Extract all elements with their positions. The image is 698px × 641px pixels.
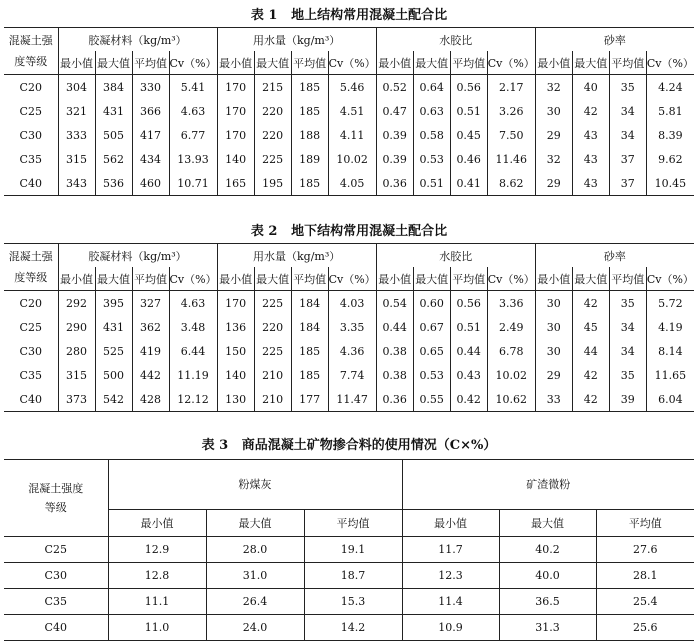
subheader-cell: 平均值	[291, 51, 328, 75]
table2-body	[4, 291, 694, 412]
value-cell: 4.24	[658, 80, 683, 94]
value-cell: 525	[95, 339, 132, 363]
value-cell: 30	[535, 339, 572, 363]
value-cell: 30	[535, 291, 572, 316]
value-cell: 0.51	[450, 315, 487, 339]
subheader-cell: 平均值	[609, 267, 646, 291]
group-header-fly-ash: 粉煤灰	[108, 460, 402, 510]
value-cell: 0.51	[413, 171, 450, 196]
value-cell: 0.38	[376, 363, 413, 387]
table-row	[4, 171, 694, 196]
subheader-cell: 最大值	[206, 509, 304, 536]
subheader-cell: 最小值	[535, 51, 572, 75]
value-cell: 12.12	[169, 387, 217, 412]
table1-subheader-row	[4, 51, 694, 75]
value-cell: 11.0	[108, 615, 206, 641]
value-cell: 434	[132, 147, 169, 171]
group-header-sand-ratio: 砂率	[603, 249, 626, 263]
value-cell: 2.17	[487, 75, 535, 100]
grade-header-line2: 度等级	[14, 271, 48, 284]
value-cell: 0.46	[450, 147, 487, 171]
value-cell: 10.02	[487, 363, 535, 387]
value-cell: 442	[132, 363, 169, 387]
subheader-cell: 最小值	[108, 509, 206, 536]
grade-header-line2: 等级	[44, 501, 67, 514]
subheader-cell: 最大值	[95, 267, 132, 291]
value-cell: 29	[535, 363, 572, 387]
value-cell: 210	[254, 363, 291, 387]
subheader-cell: Cv（%）	[646, 56, 694, 70]
value-cell: 5.41	[169, 75, 217, 100]
value-cell: 9.62	[658, 152, 683, 166]
subheader-cell: 最小值	[376, 51, 413, 75]
value-cell: 0.36	[376, 171, 413, 196]
value-cell: 0.53	[413, 363, 450, 387]
value-cell: 0.44	[450, 339, 487, 363]
value-cell: 15.3	[304, 589, 402, 615]
value-cell: 290	[58, 315, 95, 339]
value-cell: 4.03	[328, 291, 376, 316]
value-cell: 40	[572, 75, 609, 100]
value-cell: 3.48	[169, 315, 217, 339]
value-cell: 140	[217, 147, 254, 171]
value-cell: 384	[95, 75, 132, 100]
table-row	[4, 589, 694, 615]
value-cell: 6.78	[487, 339, 535, 363]
table3-caption-title: 商品混凝土矿物掺合料的使用情况（C×%）	[241, 438, 497, 453]
value-cell: 3.26	[487, 99, 535, 123]
table-row	[4, 315, 694, 339]
value-cell: 315	[58, 363, 95, 387]
value-cell: 0.58	[413, 123, 450, 147]
value-cell: 14.2	[304, 615, 402, 641]
value-cell: 12.9	[108, 537, 206, 563]
table1-caption-number: 表 1	[250, 8, 278, 23]
value-cell: 150	[217, 339, 254, 363]
value-cell: 184	[291, 291, 328, 316]
value-cell: 536	[95, 171, 132, 196]
value-cell: 130	[217, 387, 254, 412]
value-cell: 460	[132, 171, 169, 196]
value-cell: 373	[58, 387, 95, 412]
value-cell: 39	[609, 387, 646, 412]
subheader-cell: Cv（%）	[487, 267, 535, 291]
value-cell: 431	[95, 315, 132, 339]
table2-caption-title: 地下结构常用混凝土配合比	[291, 224, 448, 239]
value-cell: 170	[217, 75, 254, 100]
value-cell: 136	[217, 315, 254, 339]
value-cell: 11.7	[402, 537, 499, 563]
subheader-cell: Cv（%）	[169, 267, 217, 291]
value-cell: 177	[291, 387, 328, 412]
grade-cell: C40	[4, 615, 108, 641]
value-cell: 225	[254, 291, 291, 316]
table-row	[4, 563, 694, 589]
subheader-cell: 最小值	[217, 267, 254, 291]
subheader-cell: 最大值	[413, 267, 450, 291]
value-cell: 3.35	[328, 315, 376, 339]
value-cell: 42	[572, 99, 609, 123]
value-cell: 10.9	[402, 615, 499, 641]
value-cell: 170	[217, 99, 254, 123]
table1-caption	[0, 4, 698, 23]
table3	[4, 459, 694, 641]
value-cell: 32	[535, 147, 572, 171]
value-cell: 25.4	[633, 595, 658, 608]
value-cell: 542	[95, 387, 132, 412]
value-cell: 185	[291, 339, 328, 363]
value-cell: 0.60	[413, 291, 450, 316]
table-row	[4, 99, 694, 123]
value-cell: 43	[572, 147, 609, 171]
group-header-sand-ratio: 砂率	[603, 33, 626, 47]
value-cell: 220	[254, 99, 291, 123]
value-cell: 44	[572, 339, 609, 363]
table-row	[4, 363, 694, 387]
value-cell: 31.0	[206, 563, 304, 589]
value-cell: 11.47	[328, 387, 376, 412]
value-cell: 170	[217, 123, 254, 147]
subheader-cell: Cv（%）	[169, 51, 217, 75]
value-cell: 34	[609, 99, 646, 123]
value-cell: 34	[609, 315, 646, 339]
value-cell: 0.38	[376, 339, 413, 363]
subheader-cell: 最大值	[572, 267, 609, 291]
subheader-cell: 最大值	[499, 509, 596, 536]
value-cell: 431	[95, 99, 132, 123]
value-cell: 0.56	[450, 291, 487, 316]
value-cell: 500	[95, 363, 132, 387]
value-cell: 33	[535, 387, 572, 412]
value-cell: 0.47	[376, 99, 413, 123]
table-row	[4, 387, 694, 412]
subheader-cell: 平均值	[450, 51, 487, 75]
table-row	[4, 291, 694, 316]
value-cell: 7.74	[328, 363, 376, 387]
value-cell: 225	[254, 147, 291, 171]
value-cell: 333	[58, 123, 95, 147]
value-cell: 0.67	[413, 315, 450, 339]
subheader-cell: 平均值	[304, 509, 402, 536]
value-cell: 220	[254, 123, 291, 147]
value-cell: 4.63	[169, 99, 217, 123]
value-cell: 43	[572, 171, 609, 196]
value-cell: 43	[572, 123, 609, 147]
value-cell: 330	[132, 75, 169, 100]
value-cell: 0.65	[413, 339, 450, 363]
value-cell: 6.44	[169, 339, 217, 363]
subheader-cell: 最小值	[402, 509, 499, 536]
table1	[4, 27, 694, 196]
table3-subheader-row	[4, 509, 694, 536]
value-cell: 5.46	[328, 75, 376, 100]
group-header-water: 用水量（kg/m³）	[217, 28, 376, 52]
grade-header-line2: 度等级	[14, 55, 48, 68]
value-cell: 40.2	[499, 537, 596, 563]
grade-cell: C40	[4, 171, 58, 196]
grade-cell: C35	[4, 589, 108, 615]
value-cell: 32	[535, 75, 572, 100]
table-row	[4, 147, 694, 171]
value-cell: 18.7	[304, 563, 402, 589]
value-cell: 34	[609, 123, 646, 147]
value-cell: 0.54	[376, 291, 413, 316]
table3-body	[4, 537, 694, 641]
grade-cell: C25	[4, 315, 58, 339]
subheader-cell: 平均值	[132, 267, 169, 291]
value-cell: 165	[217, 171, 254, 196]
value-cell: 37	[609, 147, 646, 171]
subheader-cell: 最大值	[254, 51, 291, 75]
value-cell: 10.62	[487, 387, 535, 412]
value-cell: 25.6	[633, 621, 658, 634]
value-cell: 10.71	[169, 171, 217, 196]
subheader-cell: 平均值	[291, 267, 328, 291]
value-cell: 42	[572, 387, 609, 412]
value-cell: 4.63	[169, 291, 217, 316]
group-header-wb-ratio: 水胶比	[376, 244, 535, 268]
table1-body	[4, 75, 694, 196]
value-cell: 40.0	[499, 563, 596, 589]
value-cell: 304	[58, 75, 95, 100]
value-cell: 225	[254, 339, 291, 363]
value-cell: 140	[217, 363, 254, 387]
subheader-cell: 最小值	[58, 51, 95, 75]
value-cell: 28.1	[633, 569, 658, 582]
subheader-cell: 平均值	[132, 51, 169, 75]
value-cell: 170	[217, 291, 254, 316]
value-cell: 417	[132, 123, 169, 147]
value-cell: 27.6	[633, 543, 658, 556]
value-cell: 42	[572, 363, 609, 387]
subheader-cell: 最小值	[58, 267, 95, 291]
value-cell: 29	[535, 123, 572, 147]
value-cell: 28.0	[206, 537, 304, 563]
grade-cell: C30	[4, 339, 58, 363]
table2	[4, 243, 694, 412]
value-cell: 0.56	[450, 75, 487, 100]
value-cell: 4.11	[328, 123, 376, 147]
group-header-slag-powder: 矿渣微粉	[402, 460, 694, 510]
value-cell: 35	[609, 75, 646, 100]
value-cell: 0.55	[413, 387, 450, 412]
subheader-cell: 平均值	[450, 267, 487, 291]
value-cell: 0.52	[376, 75, 413, 100]
grade-cell: C40	[4, 387, 58, 412]
table1-caption-title: 地上结构常用混凝土配合比	[291, 8, 448, 23]
value-cell: 11.46	[487, 147, 535, 171]
table-row	[4, 75, 694, 100]
value-cell: 0.42	[450, 387, 487, 412]
group-header-binder: 胶凝材料（kg/m³）	[58, 28, 217, 52]
grade-cell: C20	[4, 291, 58, 316]
value-cell: 7.50	[487, 123, 535, 147]
value-cell: 4.51	[328, 99, 376, 123]
grade-header-line1: 混凝土强	[8, 34, 53, 47]
value-cell: 188	[291, 123, 328, 147]
value-cell: 4.19	[658, 320, 683, 334]
grade-header-line1: 混凝土强	[8, 250, 53, 263]
grade-cell: C25	[4, 99, 58, 123]
subheader-cell: Cv（%）	[328, 51, 376, 75]
value-cell: 11.65	[654, 368, 687, 382]
grade-header-line1: 混凝土强度	[28, 482, 84, 495]
value-cell: 11.19	[169, 363, 217, 387]
value-cell: 185	[291, 171, 328, 196]
table-row	[4, 339, 694, 363]
value-cell: 36.5	[499, 589, 596, 615]
value-cell: 185	[291, 75, 328, 100]
table2-subheader-row	[4, 267, 694, 291]
table-row	[4, 537, 694, 563]
value-cell: 210	[254, 387, 291, 412]
value-cell: 4.05	[328, 171, 376, 196]
value-cell: 34	[609, 339, 646, 363]
value-cell: 6.77	[169, 123, 217, 147]
value-cell: 343	[58, 171, 95, 196]
value-cell: 8.39	[658, 128, 683, 142]
value-cell: 189	[291, 147, 328, 171]
value-cell: 362	[132, 315, 169, 339]
value-cell: 13.93	[169, 147, 217, 171]
value-cell: 0.51	[450, 99, 487, 123]
value-cell: 0.63	[413, 99, 450, 123]
value-cell: 8.14	[658, 344, 683, 358]
subheader-cell: Cv（%）	[328, 267, 376, 291]
value-cell: 24.0	[206, 615, 304, 641]
subheader-cell: 最小值	[217, 51, 254, 75]
value-cell: 292	[58, 291, 95, 316]
table-row	[4, 123, 694, 147]
value-cell: 45	[572, 315, 609, 339]
value-cell: 12.8	[108, 563, 206, 589]
subheader-cell: 平均值	[609, 51, 646, 75]
grade-cell: C30	[4, 563, 108, 589]
value-cell: 315	[58, 147, 95, 171]
value-cell: 0.44	[376, 315, 413, 339]
grade-cell: C35	[4, 363, 58, 387]
value-cell: 30	[535, 99, 572, 123]
grade-cell: C20	[4, 75, 58, 100]
value-cell: 428	[132, 387, 169, 412]
subheader-cell: 最小值	[376, 267, 413, 291]
value-cell: 35	[609, 291, 646, 316]
subheader-cell: 最大值	[95, 51, 132, 75]
value-cell: 0.53	[413, 147, 450, 171]
value-cell: 29	[535, 171, 572, 196]
value-cell: 12.3	[402, 563, 499, 589]
subheader-cell: 最大值	[572, 51, 609, 75]
value-cell: 0.39	[376, 147, 413, 171]
table2-caption	[0, 220, 698, 239]
value-cell: 11.1	[108, 589, 206, 615]
value-cell: 505	[95, 123, 132, 147]
value-cell: 185	[291, 363, 328, 387]
value-cell: 562	[95, 147, 132, 171]
value-cell: 31.3	[499, 615, 596, 641]
grade-cell: C35	[4, 147, 58, 171]
value-cell: 321	[58, 99, 95, 123]
group-header-wb-ratio: 水胶比	[376, 28, 535, 52]
value-cell: 220	[254, 315, 291, 339]
value-cell: 0.41	[450, 171, 487, 196]
value-cell: 395	[95, 291, 132, 316]
table3-caption	[0, 434, 698, 453]
subheader-cell: 最小值	[535, 267, 572, 291]
grade-cell: C30	[4, 123, 58, 147]
value-cell: 19.1	[304, 537, 402, 563]
value-cell: 185	[291, 99, 328, 123]
value-cell: 3.36	[487, 291, 535, 316]
subheader-cell: 平均值	[628, 516, 662, 530]
value-cell: 280	[58, 339, 95, 363]
table3-caption-number: 表 3	[201, 438, 229, 453]
value-cell: 8.62	[487, 171, 535, 196]
grade-header	[4, 28, 58, 75]
subheader-cell: Cv（%）	[646, 272, 694, 286]
group-header-binder: 胶凝材料（kg/m³）	[58, 244, 217, 268]
subheader-cell: 最大值	[254, 267, 291, 291]
value-cell: 5.81	[658, 104, 683, 118]
value-cell: 0.45	[450, 123, 487, 147]
value-cell: 42	[572, 291, 609, 316]
grade-header	[4, 460, 108, 537]
value-cell: 4.36	[328, 339, 376, 363]
value-cell: 0.43	[450, 363, 487, 387]
value-cell: 184	[291, 315, 328, 339]
value-cell: 11.4	[402, 589, 499, 615]
value-cell: 215	[254, 75, 291, 100]
value-cell: 366	[132, 99, 169, 123]
subheader-cell: Cv（%）	[487, 51, 535, 75]
value-cell: 26.4	[206, 589, 304, 615]
value-cell: 5.72	[658, 296, 683, 310]
table2-caption-number: 表 2	[250, 224, 278, 239]
value-cell: 195	[254, 171, 291, 196]
value-cell: 0.39	[376, 123, 413, 147]
subheader-cell: 最大值	[413, 51, 450, 75]
grade-cell: C25	[4, 537, 108, 563]
value-cell: 37	[609, 171, 646, 196]
value-cell: 419	[132, 339, 169, 363]
value-cell: 327	[132, 291, 169, 316]
value-cell: 0.36	[376, 387, 413, 412]
value-cell: 35	[609, 363, 646, 387]
value-cell: 2.49	[487, 315, 535, 339]
value-cell: 30	[535, 315, 572, 339]
group-header-water: 用水量（kg/m³）	[217, 244, 376, 268]
grade-header	[4, 244, 58, 291]
value-cell: 10.02	[328, 147, 376, 171]
value-cell: 10.45	[654, 176, 687, 190]
value-cell: 0.64	[413, 75, 450, 100]
value-cell: 6.04	[658, 392, 683, 406]
